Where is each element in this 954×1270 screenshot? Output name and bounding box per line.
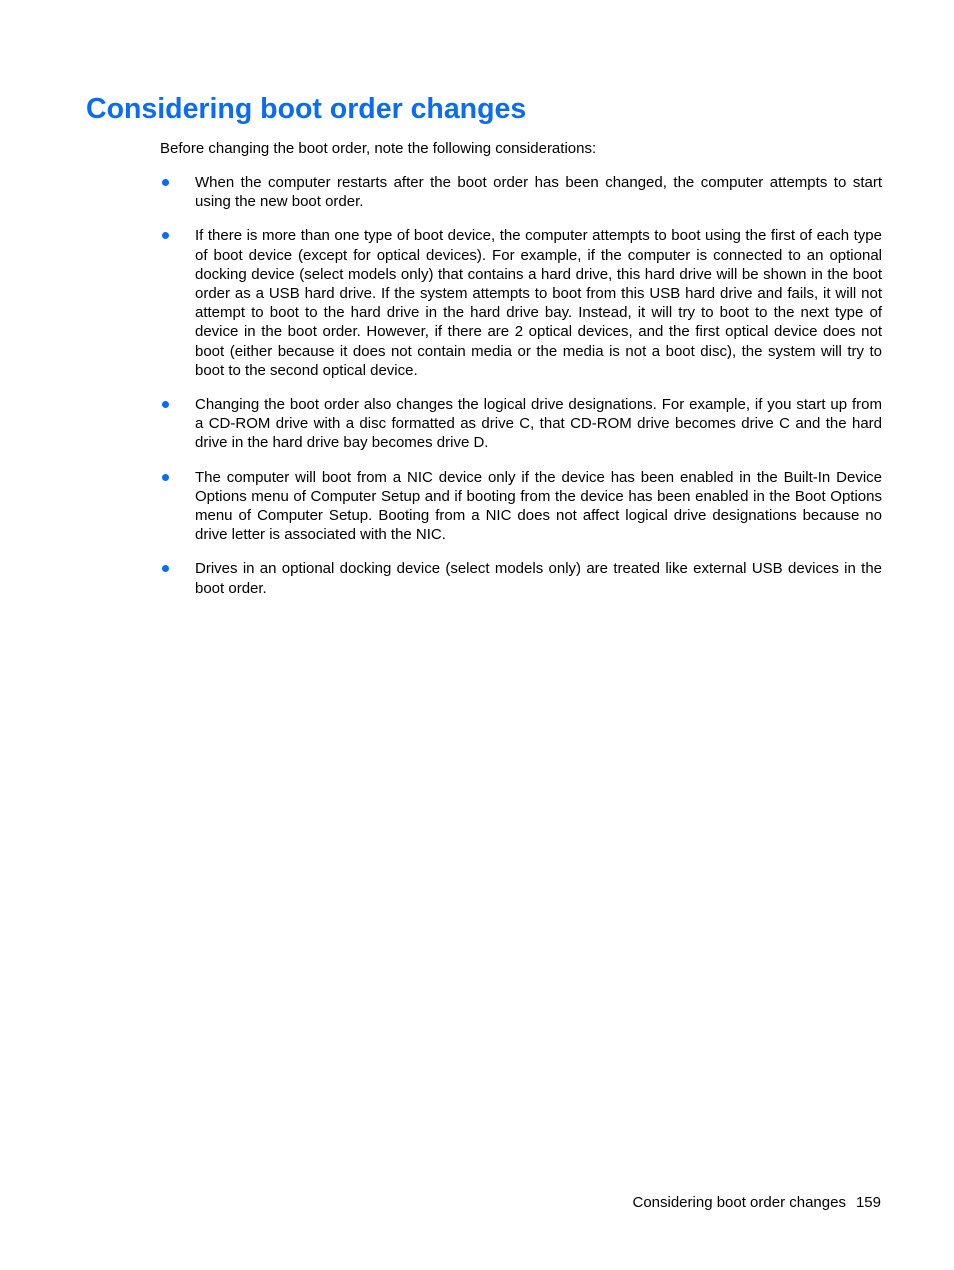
list-item xyxy=(160,226,882,380)
list-item-text: Changing the boot order also changes the logical drive designations. For example, if you start up from a CD-ROM drive with a disc formatted as drive C, that CD-ROM drive becomes drive C and the hard drive in the hard drive bay becomes drive D. xyxy=(195,396,882,452)
list-item-text: If there is more than one type of boot device, the computer attempts to boot using the first of each type of boot device (except for optical devices). For example, if the computer is connected to an optional docking device (select models only) that contains a hard drive, this hard drive will be shown in the boot order as a USB hard drive. If the system attempts to boot from this USB hard drive and fails, it will not attempt to boot to the hard drive in the hard drive bay. Instead, it will try to boot to the next type of device in the boot order. However, if there are 2 optical devices, and the first optical device does not boot (either because it does not contain media or the media is not a boot disc), the system will try to boot to the second optical device. xyxy=(195,227,882,379)
footer-section-title: Considering boot order changes xyxy=(632,1194,846,1211)
bullet-icon xyxy=(162,474,169,481)
list-item-text: Drives in an optional docking device (select models only) are treated like external USB devices in the boot order. xyxy=(195,560,882,597)
list-item-text: When the computer restarts after the boot order has been changed, the computer attempts to start using the new boot order. xyxy=(195,174,882,211)
list-item xyxy=(160,468,882,545)
intro-text: Before changing the boot order, note the following considerations: xyxy=(160,140,597,157)
bullet-icon xyxy=(162,565,169,572)
bullet-icon xyxy=(162,232,169,239)
page-footer xyxy=(632,1193,881,1212)
list-item xyxy=(160,173,882,211)
page-title: Considering boot order changes xyxy=(86,93,527,125)
list-item-text: The computer will boot from a NIC device only if the device has been enabled in the Built-In Device Options menu of Computer Setup and if booting from the device has been enabled in the Boot Options menu of Computer Setup. Booting from a NIC does not affect logical drive designations because no drive letter is associated with the NIC. xyxy=(195,468,882,544)
bullet-icon xyxy=(162,401,169,408)
list-item xyxy=(160,395,882,453)
bullet-icon xyxy=(162,179,169,186)
list-item xyxy=(160,559,882,597)
considerations-list xyxy=(160,173,882,613)
page-number: 159 xyxy=(855,1194,881,1211)
